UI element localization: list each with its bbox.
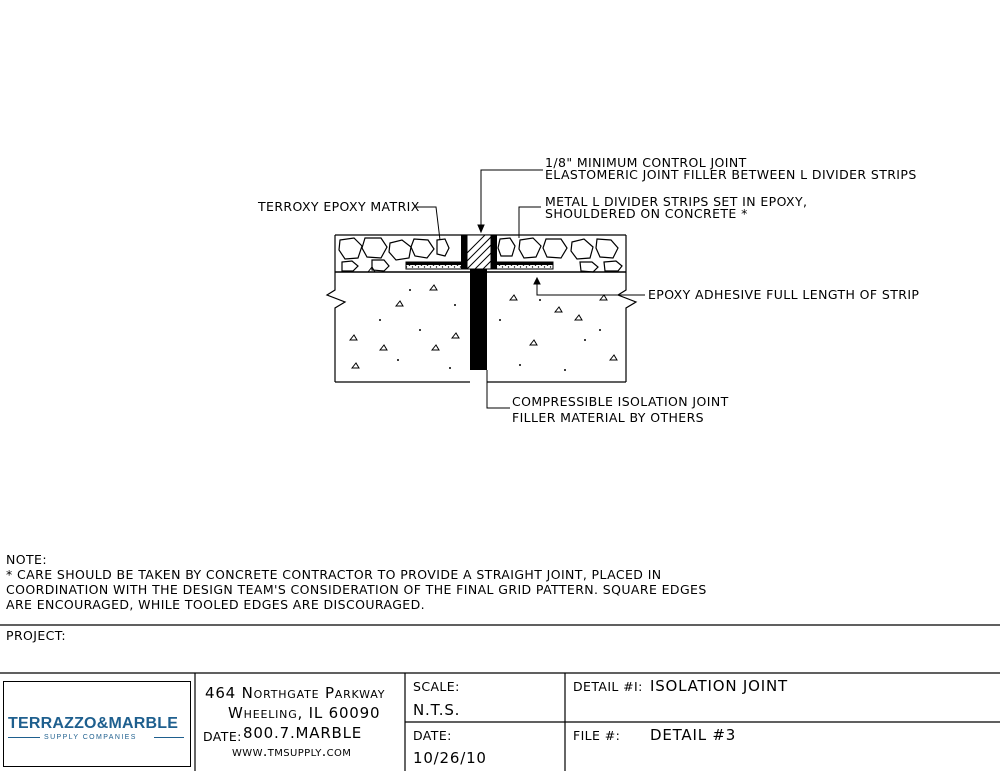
- callout-control-joint-line2: ELASTOMERIC JOINT FILLER BETWEEN L DIVIDER STRIPS: [545, 167, 917, 182]
- logo-tagline: SUPPLY COMPANIES: [44, 734, 137, 741]
- logo-wordmark: TERRAZZO&MARBLE: [8, 715, 179, 732]
- phone-number: 800.7.MARBLE: [243, 724, 363, 742]
- isolation-joint-filler: [470, 269, 487, 370]
- logo-rule-left: [8, 737, 40, 738]
- address-line-1: 464 Northgate Parkway: [205, 684, 386, 702]
- website: www.tmsupply.com: [232, 744, 352, 760]
- address-line-2: Wheeling, IL 60090: [228, 704, 381, 722]
- detail-label: DETAIL #I:: [573, 679, 643, 694]
- date-label: DATE:: [413, 728, 452, 743]
- file-value: DETAIL #3: [650, 726, 737, 744]
- note-heading: NOTE:: [6, 552, 47, 567]
- note-line-2: COORDINATION WITH THE DESIGN TEAM'S CONSIDERATION OF THE FINAL GRID PATTERN. SQUARE EDGES: [6, 582, 707, 597]
- scale-label: SCALE:: [413, 679, 460, 694]
- callout-isolation-line1: COMPRESSIBLE ISOLATION JOINT: [512, 394, 729, 409]
- callout-divider-line2: SHOULDERED ON CONCRETE *: [545, 206, 748, 221]
- logo-rule-right: [154, 737, 184, 738]
- scale-value: N.T.S.: [413, 701, 461, 719]
- detail-value: ISOLATION JOINT: [650, 677, 788, 695]
- callout-divider-line1: METAL L DIVIDER STRIPS SET IN EPOXY,: [545, 194, 808, 209]
- callout-control-joint-line1: 1/8" MINIMUM CONTROL JOINT: [545, 155, 747, 170]
- note-line-3: ARE ENCOURAGED, WHILE TOOLED EDGES ARE DISCOURAGED.: [6, 597, 425, 612]
- callout-isolation-line2: FILLER MATERIAL BY OTHERS: [512, 410, 705, 425]
- callout-epoxy-matrix: TERROXY EPOXY MATRIX: [258, 199, 420, 214]
- note-line-1: * CARE SHOULD BE TAKEN BY CONCRETE CONTRACTOR TO PROVIDE A STRAIGHT JOINT, PLACED IN: [6, 567, 662, 582]
- company-logo: [3, 681, 191, 767]
- callout-epoxy-adhesive: EPOXY ADHESIVE FULL LENGTH OF STRIP: [648, 287, 920, 302]
- phone-label: DATE:: [203, 729, 242, 744]
- date-value: 10/26/10: [413, 749, 487, 767]
- file-label: FILE #:: [573, 728, 621, 743]
- project-label: PROJECT:: [6, 628, 67, 643]
